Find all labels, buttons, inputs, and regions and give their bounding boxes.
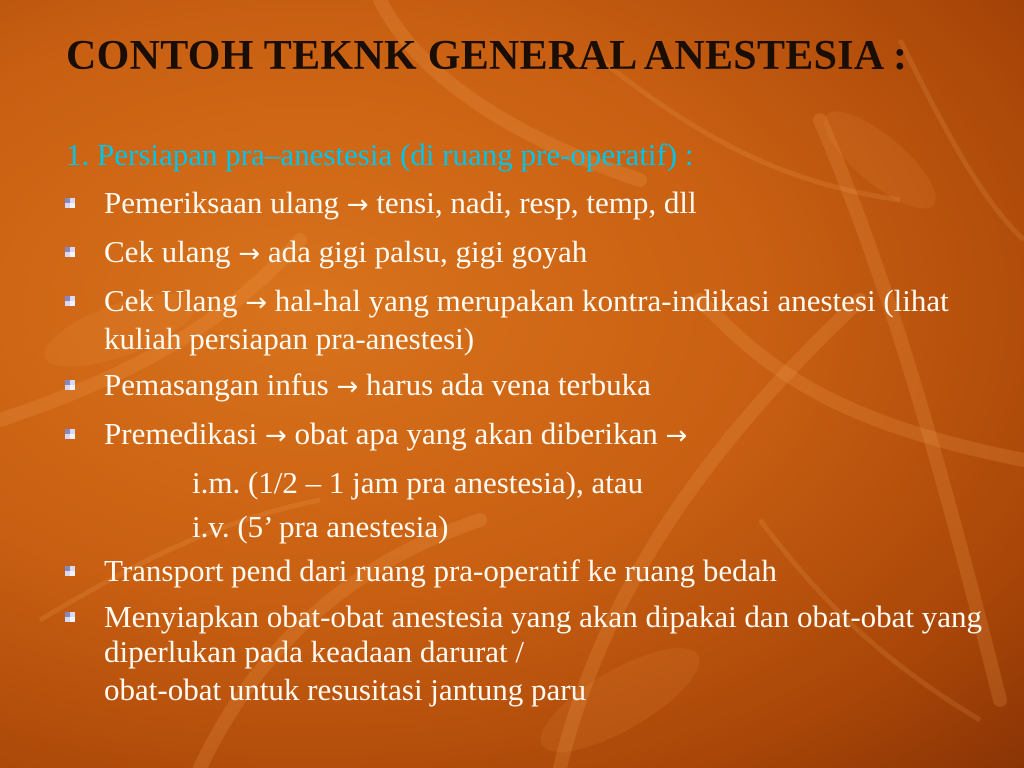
item-text: i.m. (1/2 – 1 jam pra anestesia), atau: [192, 465, 644, 500]
bullet-icon: [64, 295, 76, 307]
bullet-icon: [64, 611, 76, 623]
sub-item: [60, 465, 1000, 500]
item-text: harus ada vena terbuka: [358, 367, 651, 402]
item-text: i.v. (5’ pra anestesia): [192, 509, 449, 544]
bullet-icon: [64, 428, 76, 440]
slide-title: CONTOH TEKNK GENERAL ANESTESIA :: [66, 33, 908, 79]
item-text: Transport pend dari ruang pra-operatif ke ruang bedah: [104, 553, 777, 588]
bullet-icon: [64, 565, 76, 577]
item-text: Menyiapkan obat-obat anestesia yang akan dipakai dan obat-obat yang diperlukan pada keadaan darurat /: [104, 599, 983, 669]
list-item: [60, 367, 1000, 405]
section-heading: 1. Persiapan pra–anestesia (di ruang pre-operatif) :: [66, 137, 694, 172]
item-text: obat-obat untuk resusitasi jantung paru: [104, 672, 587, 707]
item-text: Premedikasi: [104, 416, 265, 451]
arrow-right-icon: →: [665, 421, 688, 451]
arrow-right-icon: →: [238, 239, 261, 269]
arrow-right-icon: →: [336, 372, 359, 402]
item-text: Pemeriksaan ulang: [104, 185, 347, 220]
list-item: [60, 553, 1000, 588]
item-text: Cek Ulang: [104, 283, 246, 318]
bullet-icon: [64, 379, 76, 391]
bullet-list: [60, 185, 1000, 718]
list-item-continuation: [60, 672, 1000, 707]
item-text: Cek ulang: [104, 234, 239, 269]
arrow-right-icon: →: [265, 421, 287, 451]
item-text: obat apa yang akan diberikan: [286, 416, 666, 451]
list-item: [60, 234, 1000, 272]
list-item: [60, 185, 1000, 223]
item-text: hal-hal yang merupakan kontra-indikasi anestesi (lihat kuliah persiapan pra-anestesi): [104, 283, 949, 356]
bullet-icon: [64, 246, 76, 258]
list-item: [60, 283, 1000, 356]
list-item: [60, 416, 1000, 454]
arrow-right-icon: →: [346, 190, 369, 220]
item-text: ada gigi palsu, gigi goyah: [260, 234, 588, 269]
item-text: Pemasangan infus: [104, 367, 337, 402]
bullet-icon: [64, 197, 76, 209]
sub-item: [60, 509, 1000, 544]
item-text: tensi, nadi, resp, temp, dll: [368, 185, 697, 220]
list-item: [60, 599, 1000, 669]
arrow-right-icon: →: [245, 288, 267, 318]
